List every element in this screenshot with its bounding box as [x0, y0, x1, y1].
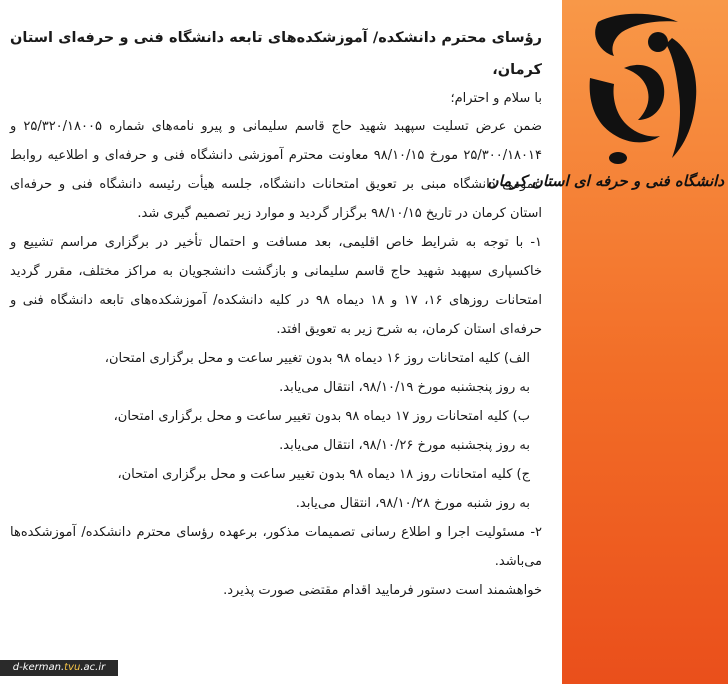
watermark-prefix: d-kerman. — [12, 662, 65, 673]
watermark-suffix: .ac.ir — [80, 662, 106, 673]
letter-sub-a-line1: الف) کلیه امتحانات روز ۱۶ دیماه ۹۸ بدون تغییر ساعت و محل برگزاری امتحان، — [104, 351, 530, 366]
site-watermark — [0, 660, 118, 676]
letter-closing: خواهشمند است دستور فرمایید اقدام مقتضی صورت پذیرد. — [223, 583, 542, 598]
letter-sub-b-line1: ب) کلیه امتحانات روز ۱۷ دیماه ۹۸ بدون تغییر ساعت و محل برگزاری امتحان، — [113, 409, 530, 424]
letter-sub-c-line2: به روز شنبه مورخ ۹۸/۱۰/۲۸، انتقال می‌یابد. — [295, 496, 530, 511]
logo-caption: دانشگاه فنی و حرفه ای استان کرمان — [487, 172, 724, 190]
letter-item-2: ۲- مسئولیت اجرا و اطلاع رسانی تصمیمات مذکور، برعهده رؤسای محترم دانشکده/ آموزشکده‌ها می‌باشد. — [10, 525, 542, 569]
university-logo — [580, 8, 710, 168]
letter-intro: ضمن عرض تسلیت سپهبد شهید حاج قاسم سلیمانی و پیرو نامه‌های شماره ۲۵/۳۲۰/۱۸۰۰۵ و ۲۵/۳۰۰/۱۸۰۱۴ مورخ ۹۸/۱۰/۱۵ معاونت محترم آموزشی دانشگاه فنی و حرفه‌ای و اطلاعیه روابط عمومی دانشگاه مبنی بر تعویق امتحانات دانشگاه، جلسه هیأت رئیسه دانشگاه فنی و حرفه‌ای استان کرمان در تاریخ ۹۸/۱۰/۱۵ برگزار گردید و موارد زیر تصمیم گیری شد. — [10, 119, 542, 221]
letter-sub-b-line2: به روز پنجشنبه مورخ ۹۸/۱۰/۲۶، انتقال می‌یابد. — [279, 438, 530, 453]
watermark-highlight: tvu — [64, 662, 81, 673]
letter-sub-a-line2: به روز پنجشنبه مورخ ۹۸/۱۰/۱۹، انتقال می‌یابد. — [279, 380, 530, 395]
letter-sub-c-line1: ج) کلیه امتحانات روز ۱۸ دیماه ۹۸ بدون تغییر ساعت و محل برگزاری امتحان، — [117, 467, 530, 482]
tvu-logo-icon — [580, 8, 710, 168]
letter-title: رؤسای محترم دانشکده/ آموزشکده‌های تابعه دانشگاه فنی و حرفه‌ای استان کرمان، — [10, 30, 542, 78]
letter-greeting: با سلام و احترام؛ — [450, 91, 542, 106]
letter-body — [10, 22, 542, 605]
letter-item-1: ۱- با توجه به شرایط خاص اقلیمی، بعد مسافت و احتمال تأخیر در برگزاری مراسم تشییع و خاکسپاری سپهبد شهید حاج قاسم سلیمانی و بازگشت دانشجویان به مراکز مختلف، مقرر گردید امتحانات روزهای ۱۶، ۱۷ و ۱۸ دیماه ۹۸ در کلیه دانشکده/ آموزشکده‌های تابعه دانشگاه فنی و حرفه‌ای استان کرمان، به شرح زیر به تعویق افتد. — [10, 235, 542, 337]
